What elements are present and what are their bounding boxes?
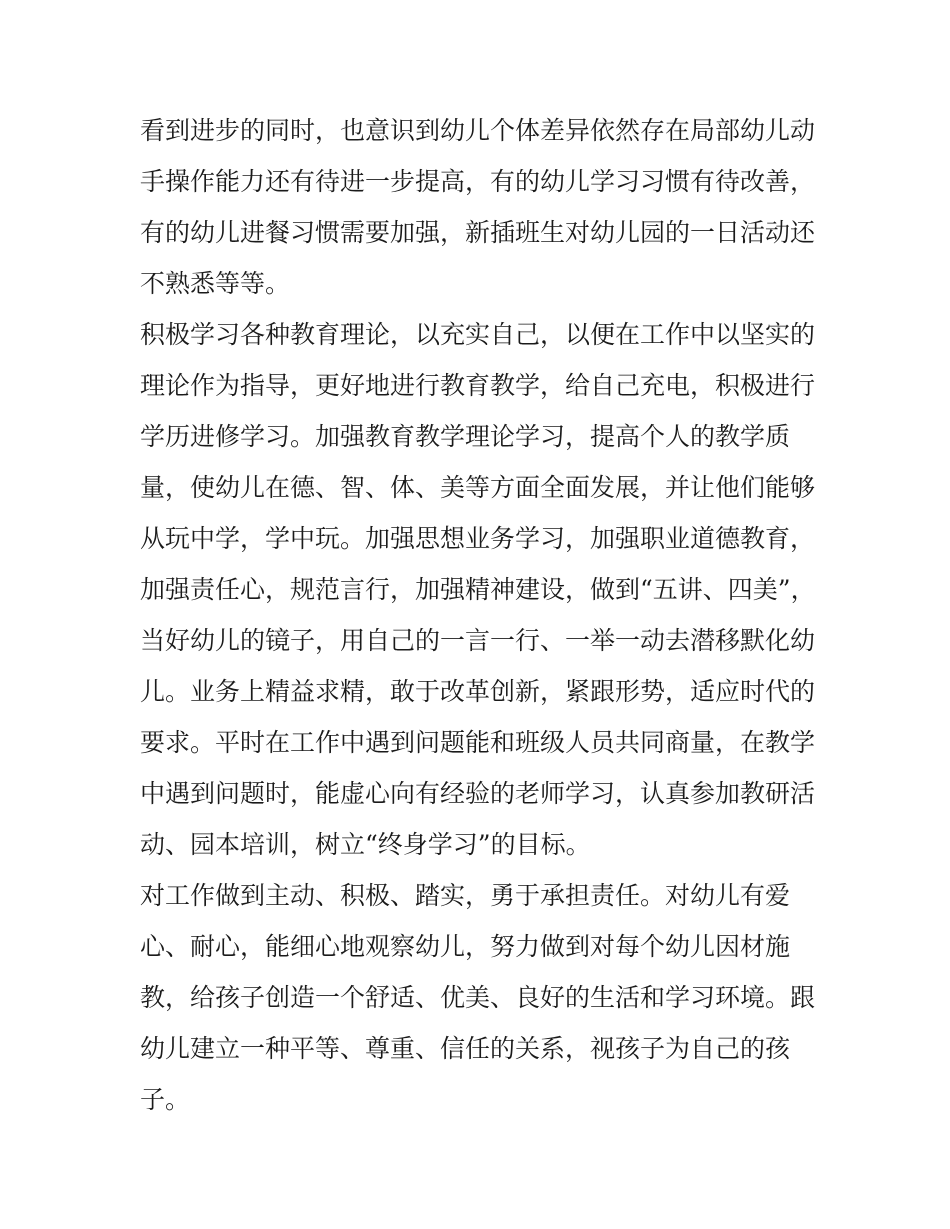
paragraph-line: 幼儿建立一种平等、尊重、信任的关系，视孩子为自己的孩 (140, 1034, 791, 1063)
paragraph-line: 学历进修学习。加强教育教学理论学习，提高个人的教学质 (140, 422, 791, 451)
paragraph-line: 手操作能力还有待进一步提高，有的幼儿学习习惯有待改善， (140, 167, 816, 196)
paragraph-line: 动、园本培训，树立“终身学习”的目标。 (140, 830, 591, 859)
paragraph-line: 理论作为指导，更好地进行教育教学，给自己充电，积极进行 (140, 371, 816, 400)
paragraph-line: 心、耐心，能细心地观察幼儿，努力做到对每个幼儿因材施 (140, 932, 791, 961)
paragraph-3 (140, 870, 818, 1125)
paragraph-2 (140, 309, 818, 870)
paragraph-line: 看到进步的同时，也意识到幼儿个体差异依然存在局部幼儿动 (140, 116, 816, 145)
paragraph-line: 从玩中学，学中玩。加强思想业务学习，加强职业道德教育， (140, 524, 816, 553)
document-body (140, 105, 818, 1125)
paragraph-line: 当好幼儿的镜子，用自己的一言一行、一举一动去潜移默化幼 (140, 626, 816, 655)
paragraph-line: 不熟悉等等。 (140, 269, 291, 298)
paragraph-1 (140, 105, 818, 309)
paragraph-line: 中遇到问题时，能虚心向有经验的老师学习，认真参加教研活 (140, 779, 816, 808)
paragraph-line: 积极学习各种教育理论，以充实自己，以便在工作中以坚实的 (140, 320, 816, 349)
paragraph-line: 儿。业务上精益求精，敢于改革创新，紧跟形势，适应时代的 (140, 677, 816, 706)
paragraph-line: 加强责任心，规范言行，加强精神建设，做到“五讲、四美”， (140, 575, 816, 604)
paragraph-line: 有的幼儿进餐习惯需要加强，新插班生对幼儿园的一日活动还 (140, 218, 816, 247)
paragraph-line: 子。 (140, 1085, 191, 1114)
paragraph-line: 量，使幼儿在德、智、体、美等方面全面发展，并让他们能够 (140, 473, 816, 502)
paragraph-line: 对工作做到主动、积极、踏实，勇于承担责任。对幼儿有爱 (140, 881, 791, 910)
paragraph-line: 教，给孩子创造一个舒适、优美、良好的生活和学习环境。跟 (140, 983, 816, 1012)
paragraph-line: 要求。平时在工作中遇到问题能和班级人员共同商量，在教学 (140, 728, 816, 757)
